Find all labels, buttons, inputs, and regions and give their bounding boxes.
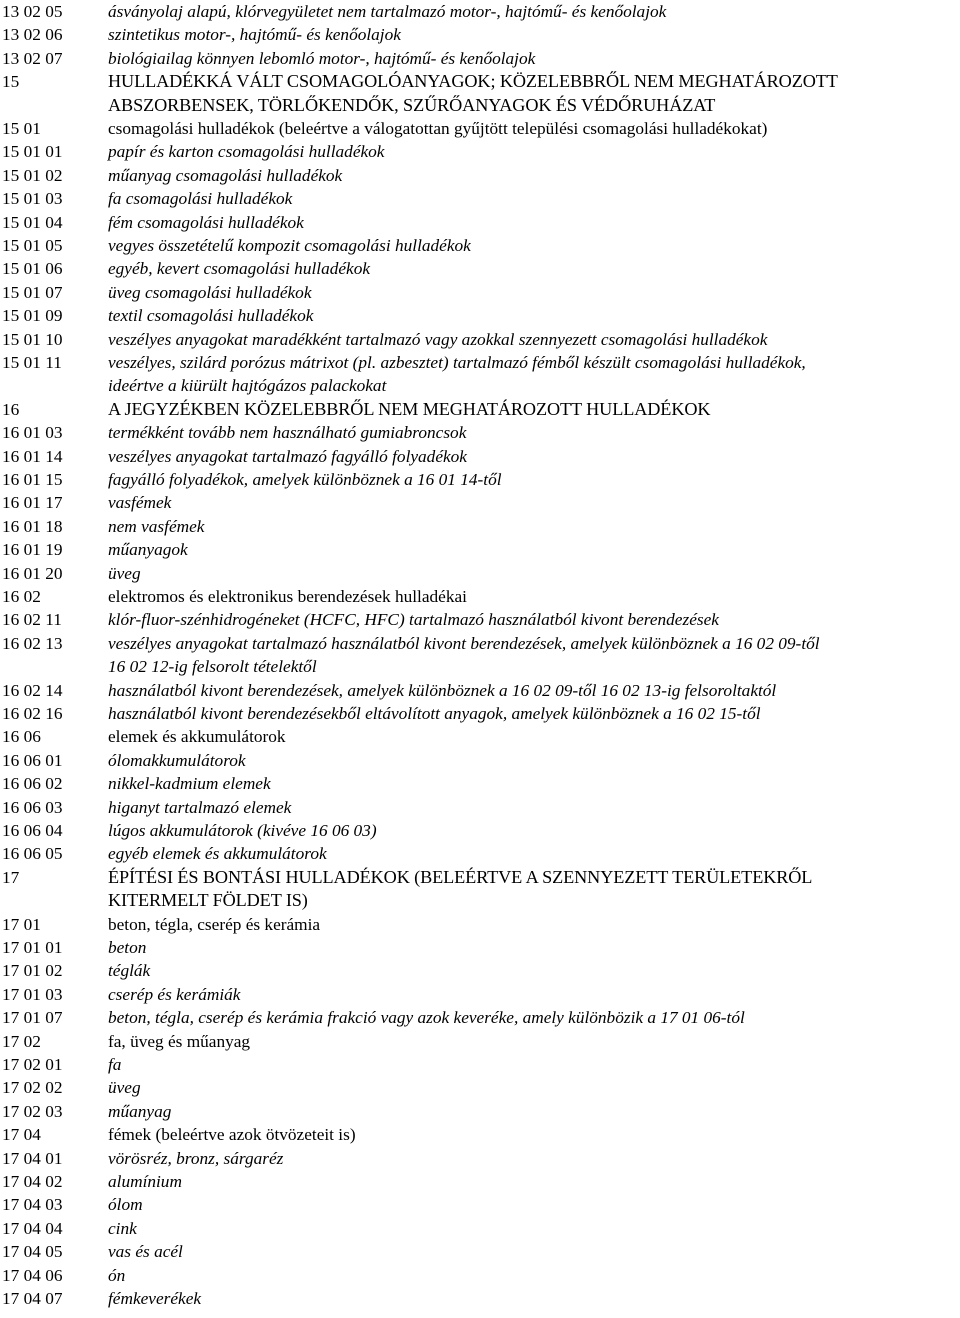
waste-item-row bbox=[0, 796, 960, 819]
description-line: 16 02 12-ig felsorolt tételektől bbox=[108, 657, 317, 677]
waste-code: 16 02 14 bbox=[2, 680, 63, 700]
waste-item-row bbox=[0, 445, 960, 468]
waste-item-row bbox=[0, 1076, 960, 1099]
description-line: ÉPÍTÉSI ÉS BONTÁSI HULLADÉKOK (BELEÉRTVE A SZENNYEZETT TERÜLETEKRŐL bbox=[108, 866, 813, 887]
waste-code: 15 01 07 bbox=[2, 282, 63, 302]
waste-item-row bbox=[0, 47, 960, 70]
waste-description bbox=[108, 1053, 958, 1076]
description-line: üveg bbox=[108, 1078, 141, 1098]
description-line: biológiailag könnyen lebomló motor-, hajtómű- és kenőolajok bbox=[108, 48, 536, 68]
waste-code: 15 01 01 bbox=[2, 142, 63, 162]
waste-code: 16 06 01 bbox=[2, 750, 63, 770]
waste-description bbox=[108, 749, 958, 772]
waste-item-row bbox=[0, 421, 960, 444]
description-line: klór-fluor-szénhidrogéneket (HCFC, HFC) tartalmazó használatból kivont berendezések bbox=[108, 610, 719, 630]
waste-description bbox=[108, 632, 958, 679]
waste-item-row bbox=[0, 491, 960, 514]
description-line: papír és karton csomagolási hulladékok bbox=[108, 142, 385, 162]
waste-item-row bbox=[0, 1217, 960, 1240]
waste-description bbox=[108, 585, 958, 608]
waste-description bbox=[108, 140, 958, 163]
description-line: higanyt tartalmazó elemek bbox=[108, 797, 292, 817]
waste-code: 17 04 06 bbox=[2, 1265, 63, 1285]
waste-code: 15 01 10 bbox=[2, 329, 63, 349]
section-heading-row bbox=[0, 398, 960, 421]
waste-code: 15 01 bbox=[2, 119, 41, 138]
waste-item-row bbox=[0, 1287, 960, 1310]
waste-code: 17 01 bbox=[2, 914, 41, 934]
waste-item-row bbox=[0, 1147, 960, 1170]
waste-code: 16 02 16 bbox=[2, 704, 63, 723]
waste-item-row bbox=[0, 702, 960, 725]
description-line: vas és acél bbox=[108, 1242, 183, 1262]
waste-description bbox=[108, 562, 958, 585]
waste-description bbox=[108, 866, 958, 913]
waste-item-row bbox=[0, 936, 960, 959]
waste-item-row bbox=[0, 842, 960, 865]
waste-code: 16 01 03 bbox=[2, 423, 63, 443]
description-line: műanyagok bbox=[108, 540, 188, 560]
waste-code: 17 02 02 bbox=[2, 1078, 63, 1098]
waste-description bbox=[108, 1076, 958, 1099]
description-line: műanyag bbox=[108, 1101, 172, 1121]
waste-code: 17 01 01 bbox=[2, 938, 63, 957]
waste-description bbox=[108, 936, 958, 959]
waste-item-row bbox=[0, 1053, 960, 1076]
waste-code: 17 01 03 bbox=[2, 984, 63, 1004]
waste-description bbox=[108, 1240, 958, 1263]
waste-code: 17 04 07 bbox=[2, 1289, 63, 1308]
waste-code: 15 01 05 bbox=[2, 236, 63, 255]
description-line: téglák bbox=[108, 961, 151, 981]
description-line: fa csomagolási hulladékok bbox=[108, 189, 293, 209]
waste-code: 16 01 14 bbox=[2, 446, 63, 466]
waste-code: 15 01 02 bbox=[2, 165, 63, 185]
waste-description bbox=[108, 1100, 958, 1123]
waste-code: 16 bbox=[2, 399, 20, 419]
waste-code: 16 06 04 bbox=[2, 821, 63, 840]
description-line: beton, tégla, cserép és kerámia bbox=[108, 914, 321, 934]
waste-item-row bbox=[0, 1006, 960, 1029]
waste-item-row bbox=[0, 515, 960, 538]
waste-item-row bbox=[0, 1170, 960, 1193]
waste-code: 15 01 03 bbox=[2, 189, 63, 209]
waste-code: 16 06 03 bbox=[2, 797, 63, 817]
description-line: üveg csomagolási hulladékok bbox=[108, 282, 312, 302]
description-line: vegyes összetételű kompozit csomagolási hulladékok bbox=[108, 236, 471, 255]
subgroup-row bbox=[0, 725, 960, 748]
waste-description bbox=[108, 164, 958, 187]
description-line: csomagolási hulladékok (beleértve a válogatottan gyűjtött települési csomagolási hulladékokat) bbox=[108, 119, 768, 138]
description-line: ideértve a kiürült hajtógázos palackokat bbox=[108, 376, 387, 396]
description-line: beton bbox=[108, 938, 147, 957]
waste-code: 16 01 20 bbox=[2, 563, 63, 583]
description-line: veszélyes anyagokat tartalmazó fagyálló folyadékok bbox=[108, 446, 467, 466]
waste-item-row bbox=[0, 608, 960, 631]
description-line: veszélyes, szilárd porózus mátrixot (pl. azbesztet) tartalmazó fémből készült csomagolási hulladékok, bbox=[108, 353, 806, 372]
waste-code: 16 02 11 bbox=[2, 610, 62, 630]
waste-code: 13 02 07 bbox=[2, 48, 63, 68]
waste-code: 15 01 11 bbox=[2, 353, 62, 372]
waste-description bbox=[108, 983, 958, 1006]
waste-item-row bbox=[0, 351, 960, 398]
subgroup-row bbox=[0, 585, 960, 608]
waste-description bbox=[108, 281, 958, 304]
description-line: alumínium bbox=[108, 1172, 182, 1191]
waste-code: 15 01 09 bbox=[2, 306, 63, 326]
waste-code: 15 01 06 bbox=[2, 259, 63, 279]
waste-description bbox=[108, 1123, 958, 1146]
description-line: egyéb elemek és akkumulátorok bbox=[108, 844, 327, 864]
waste-item-row bbox=[0, 1100, 960, 1123]
waste-description bbox=[108, 538, 958, 561]
waste-item-row bbox=[0, 1264, 960, 1287]
description-line: HULLADÉKKÁ VÁLT CSOMAGOLÓANYAGOK; KÖZELEBBRŐL NEM MEGHATÁROZOTT bbox=[108, 71, 838, 92]
waste-code: 16 06 05 bbox=[2, 844, 63, 864]
waste-description bbox=[108, 1170, 958, 1193]
waste-description bbox=[108, 187, 958, 210]
waste-description bbox=[108, 679, 958, 702]
waste-description bbox=[108, 796, 958, 819]
waste-description bbox=[108, 0, 958, 23]
waste-description bbox=[108, 398, 958, 421]
description-line: egyéb, kevert csomagolási hulladékok bbox=[108, 259, 371, 279]
waste-code: 16 06 bbox=[2, 727, 41, 747]
waste-description bbox=[108, 1264, 958, 1287]
waste-description bbox=[108, 725, 958, 748]
waste-description bbox=[108, 351, 958, 398]
description-line: elemek és akkumulátorok bbox=[108, 727, 286, 747]
waste-description bbox=[108, 959, 958, 982]
waste-code: 17 04 01 bbox=[2, 1148, 63, 1168]
waste-description bbox=[108, 47, 958, 70]
waste-description bbox=[108, 234, 958, 257]
description-line: vörösréz, bronz, sárgaréz bbox=[108, 1148, 284, 1168]
waste-description bbox=[108, 515, 958, 538]
waste-item-row bbox=[0, 187, 960, 210]
description-line: textil csomagolási hulladékok bbox=[108, 306, 314, 326]
waste-item-row bbox=[0, 749, 960, 772]
waste-code: 17 04 bbox=[2, 1125, 41, 1145]
waste-code: 16 01 17 bbox=[2, 493, 63, 513]
waste-description bbox=[108, 1287, 958, 1310]
description-line: veszélyes anyagokat maradékként tartalmazó vagy azokkal szennyezett csomagolási hulladékok bbox=[108, 329, 768, 349]
description-line: nikkel-kadmium elemek bbox=[108, 774, 271, 794]
waste-description bbox=[108, 445, 958, 468]
waste-code: 16 01 19 bbox=[2, 540, 63, 560]
description-line: fagyálló folyadékok, amelyek különböznek a 16 01 14-től bbox=[108, 470, 502, 489]
waste-code: 16 01 18 bbox=[2, 516, 63, 536]
waste-code: 16 01 15 bbox=[2, 470, 63, 489]
waste-item-row bbox=[0, 281, 960, 304]
waste-item-row bbox=[0, 959, 960, 982]
description-line: műanyag csomagolási hulladékok bbox=[108, 165, 343, 185]
description-line: üveg bbox=[108, 563, 141, 583]
waste-code: 17 04 03 bbox=[2, 1195, 63, 1215]
waste-code: 17 bbox=[2, 867, 20, 887]
description-line: fa, üveg és műanyag bbox=[108, 1031, 251, 1051]
waste-code: 17 02 01 bbox=[2, 1055, 63, 1074]
waste-item-row bbox=[0, 1240, 960, 1263]
section-heading-row bbox=[0, 70, 960, 117]
waste-description bbox=[108, 772, 958, 795]
waste-description bbox=[108, 491, 958, 514]
description-line: fa bbox=[108, 1055, 122, 1074]
waste-item-row bbox=[0, 0, 960, 23]
waste-item-row bbox=[0, 257, 960, 280]
subgroup-row bbox=[0, 1123, 960, 1146]
waste-code: 17 04 05 bbox=[2, 1242, 63, 1262]
waste-description bbox=[108, 819, 958, 842]
waste-item-row bbox=[0, 23, 960, 46]
waste-description bbox=[108, 117, 958, 140]
description-line: beton, tégla, cserép és kerámia frakció vagy azok keveréke, amely különbözik a 17 01 06-tól bbox=[108, 1008, 745, 1028]
waste-code: 17 01 07 bbox=[2, 1008, 63, 1028]
description-line: vasfémek bbox=[108, 493, 172, 513]
description-line: használatból kivont berendezések, amelyek különböznek a 16 02 09-től 16 02 13-ig felsoroltaktól bbox=[108, 680, 777, 700]
waste-description bbox=[108, 421, 958, 444]
waste-description bbox=[108, 304, 958, 327]
waste-code: 16 06 02 bbox=[2, 774, 63, 794]
waste-description bbox=[108, 913, 958, 936]
description-line: fémek (beleértve azok ötvözeteit is) bbox=[108, 1125, 356, 1145]
waste-item-row bbox=[0, 819, 960, 842]
description-line: KITERMELT FÖLDET IS) bbox=[108, 890, 308, 911]
waste-item-row bbox=[0, 772, 960, 795]
waste-item-row bbox=[0, 679, 960, 702]
waste-code: 17 04 02 bbox=[2, 1172, 63, 1191]
description-line: cink bbox=[108, 1218, 137, 1238]
waste-item-row bbox=[0, 562, 960, 585]
waste-code: 17 01 02 bbox=[2, 961, 63, 981]
description-line: ólomakkumulátorok bbox=[108, 750, 246, 770]
waste-item-row bbox=[0, 538, 960, 561]
waste-code: 13 02 05 bbox=[2, 2, 63, 21]
waste-code: 16 02 13 bbox=[2, 633, 63, 653]
description-line: cserép és kerámiák bbox=[108, 984, 241, 1004]
description-line: ón bbox=[108, 1265, 126, 1285]
waste-code: 17 04 04 bbox=[2, 1218, 63, 1238]
description-line: használatból kivont berendezésekből eltávolított anyagok, amelyek különböznek a 16 02 15-től bbox=[108, 704, 761, 723]
waste-code: 17 02 03 bbox=[2, 1101, 63, 1121]
waste-item-row bbox=[0, 211, 960, 234]
waste-code: 17 02 bbox=[2, 1031, 41, 1051]
section-heading-row bbox=[0, 866, 960, 913]
waste-description bbox=[108, 1217, 958, 1240]
waste-item-row bbox=[0, 304, 960, 327]
subgroup-row bbox=[0, 117, 960, 140]
waste-description bbox=[108, 23, 958, 46]
waste-code: 13 02 06 bbox=[2, 25, 63, 45]
description-line: ásványolaj alapú, klórvegyületet nem tartalmazó motor-, hajtómű- és kenőolajok bbox=[108, 2, 667, 21]
waste-item-row bbox=[0, 983, 960, 1006]
waste-code: 16 02 bbox=[2, 587, 41, 606]
waste-description bbox=[108, 842, 958, 865]
waste-description bbox=[108, 211, 958, 234]
subgroup-row bbox=[0, 1030, 960, 1053]
waste-item-row bbox=[0, 328, 960, 351]
waste-description bbox=[108, 70, 958, 117]
description-line: lúgos akkumulátorok (kivéve 16 06 03) bbox=[108, 821, 377, 840]
waste-item-row bbox=[0, 140, 960, 163]
description-line: veszélyes anyagokat tartalmazó használatból kivont berendezések, amelyek különböznek a 16 02 09-től bbox=[108, 633, 820, 653]
waste-description bbox=[108, 1147, 958, 1170]
description-line: ólom bbox=[108, 1195, 143, 1215]
waste-description bbox=[108, 702, 958, 725]
description-line: termékként tovább nem használható gumiabroncsok bbox=[108, 423, 467, 443]
waste-description bbox=[108, 257, 958, 280]
waste-item-row bbox=[0, 468, 960, 491]
waste-item-row bbox=[0, 234, 960, 257]
waste-item-row bbox=[0, 632, 960, 679]
waste-description bbox=[108, 1006, 958, 1029]
waste-description bbox=[108, 328, 958, 351]
waste-code: 15 bbox=[2, 72, 20, 92]
waste-item-row bbox=[0, 164, 960, 187]
waste-code: 15 01 04 bbox=[2, 212, 63, 232]
description-line: elektromos és elektronikus berendezések hulladékai bbox=[108, 587, 467, 606]
subgroup-row bbox=[0, 913, 960, 936]
waste-description bbox=[108, 1030, 958, 1053]
description-line: nem vasfémek bbox=[108, 516, 205, 536]
description-line: A JEGYZÉKBEN KÖZELEBBRŐL NEM MEGHATÁROZOTT HULLADÉKOK bbox=[108, 398, 711, 419]
waste-item-row bbox=[0, 1193, 960, 1216]
description-line: fémkeverékek bbox=[108, 1289, 202, 1308]
waste-description bbox=[108, 608, 958, 631]
description-line: ABSZORBENSEK, TÖRLŐKENDŐK, SZŰRŐANYAGOK ÉS VÉDŐRUHÁZAT bbox=[108, 94, 716, 115]
waste-description bbox=[108, 1193, 958, 1216]
description-line: fém csomagolási hulladékok bbox=[108, 212, 304, 232]
waste-description bbox=[108, 468, 958, 491]
description-line: szintetikus motor-, hajtómű- és kenőolajok bbox=[108, 25, 401, 45]
